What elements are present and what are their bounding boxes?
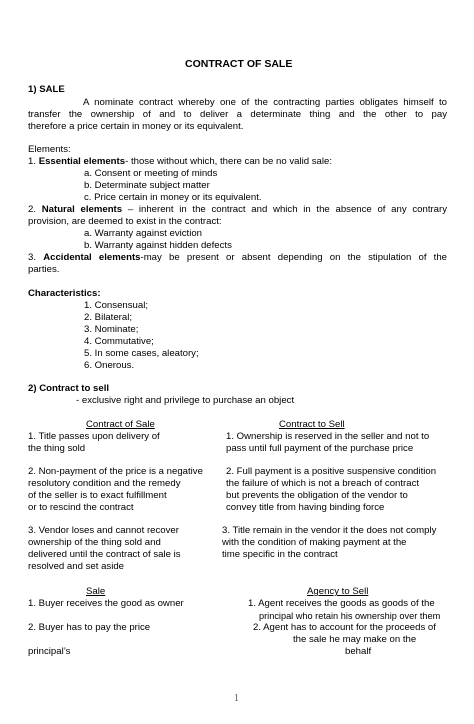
contract-to-sell-point-cont: time specific in the contract [222,549,338,560]
characteristic-item: 1. Consensual; [84,300,148,311]
sale-point: 1. Buyer receives the good as owner [28,598,184,609]
agency-point-cont: principal who retain his ownership over them [259,611,441,621]
contract-of-sale-point-cont: resolutory condition and the remedy [28,478,181,489]
contract-of-sale-point-cont: the thing sold [28,443,86,454]
essential-item: c. Price certain in money or its equivalent. [84,192,262,203]
contract-of-sale-point-cont: delivered until the contract of sale is [28,549,181,560]
section-contract-to-sell-heading: 2) Contract to sell [28,383,110,394]
essential-item: a. Consent or meeting of minds [84,168,218,179]
characteristic-item: 2. Bilateral; [84,312,132,323]
accidental-elements-cont: parties. [28,264,60,275]
agency-point: 1. Agent receives the goods as goods of the [248,598,435,609]
agency-point-cont: behalf [345,646,372,657]
essential-elements: 1. Essential elements- those without which, there can be no valid sale: [28,156,332,167]
sale-header: Sale [86,586,106,597]
natural-elements-cont: provision, are deemed to exist in the contract: [28,216,222,227]
contract-to-sell-point: 1. Ownership is reserved in the seller and not to [226,431,430,442]
contract-to-sell-subtitle: - exclusive right and privilege to purchase an object [76,395,295,406]
characteristic-item: 4. Commutative; [84,336,154,347]
essential-item: b. Determinate subject matter [84,180,210,191]
characteristics-heading: Characteristics: [28,288,101,299]
sale-point: 2. Buyer has to pay the price [28,622,151,633]
accidental-elements: 3. Accidental elements-may be present or absent depending on the stipulation of the [28,252,447,263]
natural-item: b. Warranty against hidden defects [84,240,232,251]
elements-heading: Elements: [28,144,71,155]
contract-to-sell-header: Contract to Sell [279,419,345,430]
contract-to-sell-point-cont: pass until full payment of the purchase price [226,443,414,454]
page-number: 1 [234,693,239,704]
contract-to-sell-point-cont: convey title from having binding force [226,502,385,513]
characteristic-item: 3. Nominate; [84,324,139,335]
contract-of-sale-point: 2. Non-payment of the price is a negative [28,466,203,477]
contract-of-sale-point-cont: or to rescind the contract [28,502,134,513]
contract-of-sale-point-cont: resolved and set aside [28,561,124,572]
contract-of-sale-point: 3. Vendor loses and cannot recover [28,525,179,536]
contract-to-sell-point-cont: with the condition of making payment at the [222,537,407,548]
section-sale-heading: 1) SALE [28,84,65,95]
contract-of-sale-header: Contract of Sale [86,419,155,430]
contract-to-sell-point-cont: the failure of which is not a breach of contract [226,478,420,489]
agency-to-sell-header: Agency to Sell [307,586,369,597]
agency-point: 2. Agent has to account for the proceeds of [253,622,436,633]
natural-item: a. Warranty against eviction [84,228,203,239]
contract-to-sell-point: 2. Full payment is a positive suspensive condition [226,466,437,477]
sale-point-cont: principal’s [28,646,71,657]
contract-of-sale-point-cont: of the seller is to exact fulfillment [28,490,167,501]
contract-of-sale-point-cont: ownership of the thing sold and [28,537,161,548]
natural-elements: 2. Natural elements – inherent in the contract and which in the absence of any contrary [28,204,448,215]
characteristic-item: 5. In some cases, aleatory; [84,348,199,359]
contract-to-sell-point: 3. Title remain in the vendor it the does not comply [222,525,437,536]
contract-to-sell-point-cont: but prevents the obligation of the vendor to [226,490,408,501]
sale-definition-line2: transfer the ownership of and to deliver a determinate thing and the other to pay [28,109,447,120]
agency-point-cont: the sale he may make on the [293,634,417,645]
characteristic-item: 6. Onerous. [84,360,135,371]
contract-of-sale-point: 1. Title passes upon delivery of [28,431,160,442]
sale-definition-line1: A nominate contract whereby one of the contracting parties obligates himself to [83,97,447,108]
document-title: CONTRACT OF SALE [185,58,293,70]
sale-definition-line3: therefore a price certain in money or its equivalent. [28,121,244,132]
